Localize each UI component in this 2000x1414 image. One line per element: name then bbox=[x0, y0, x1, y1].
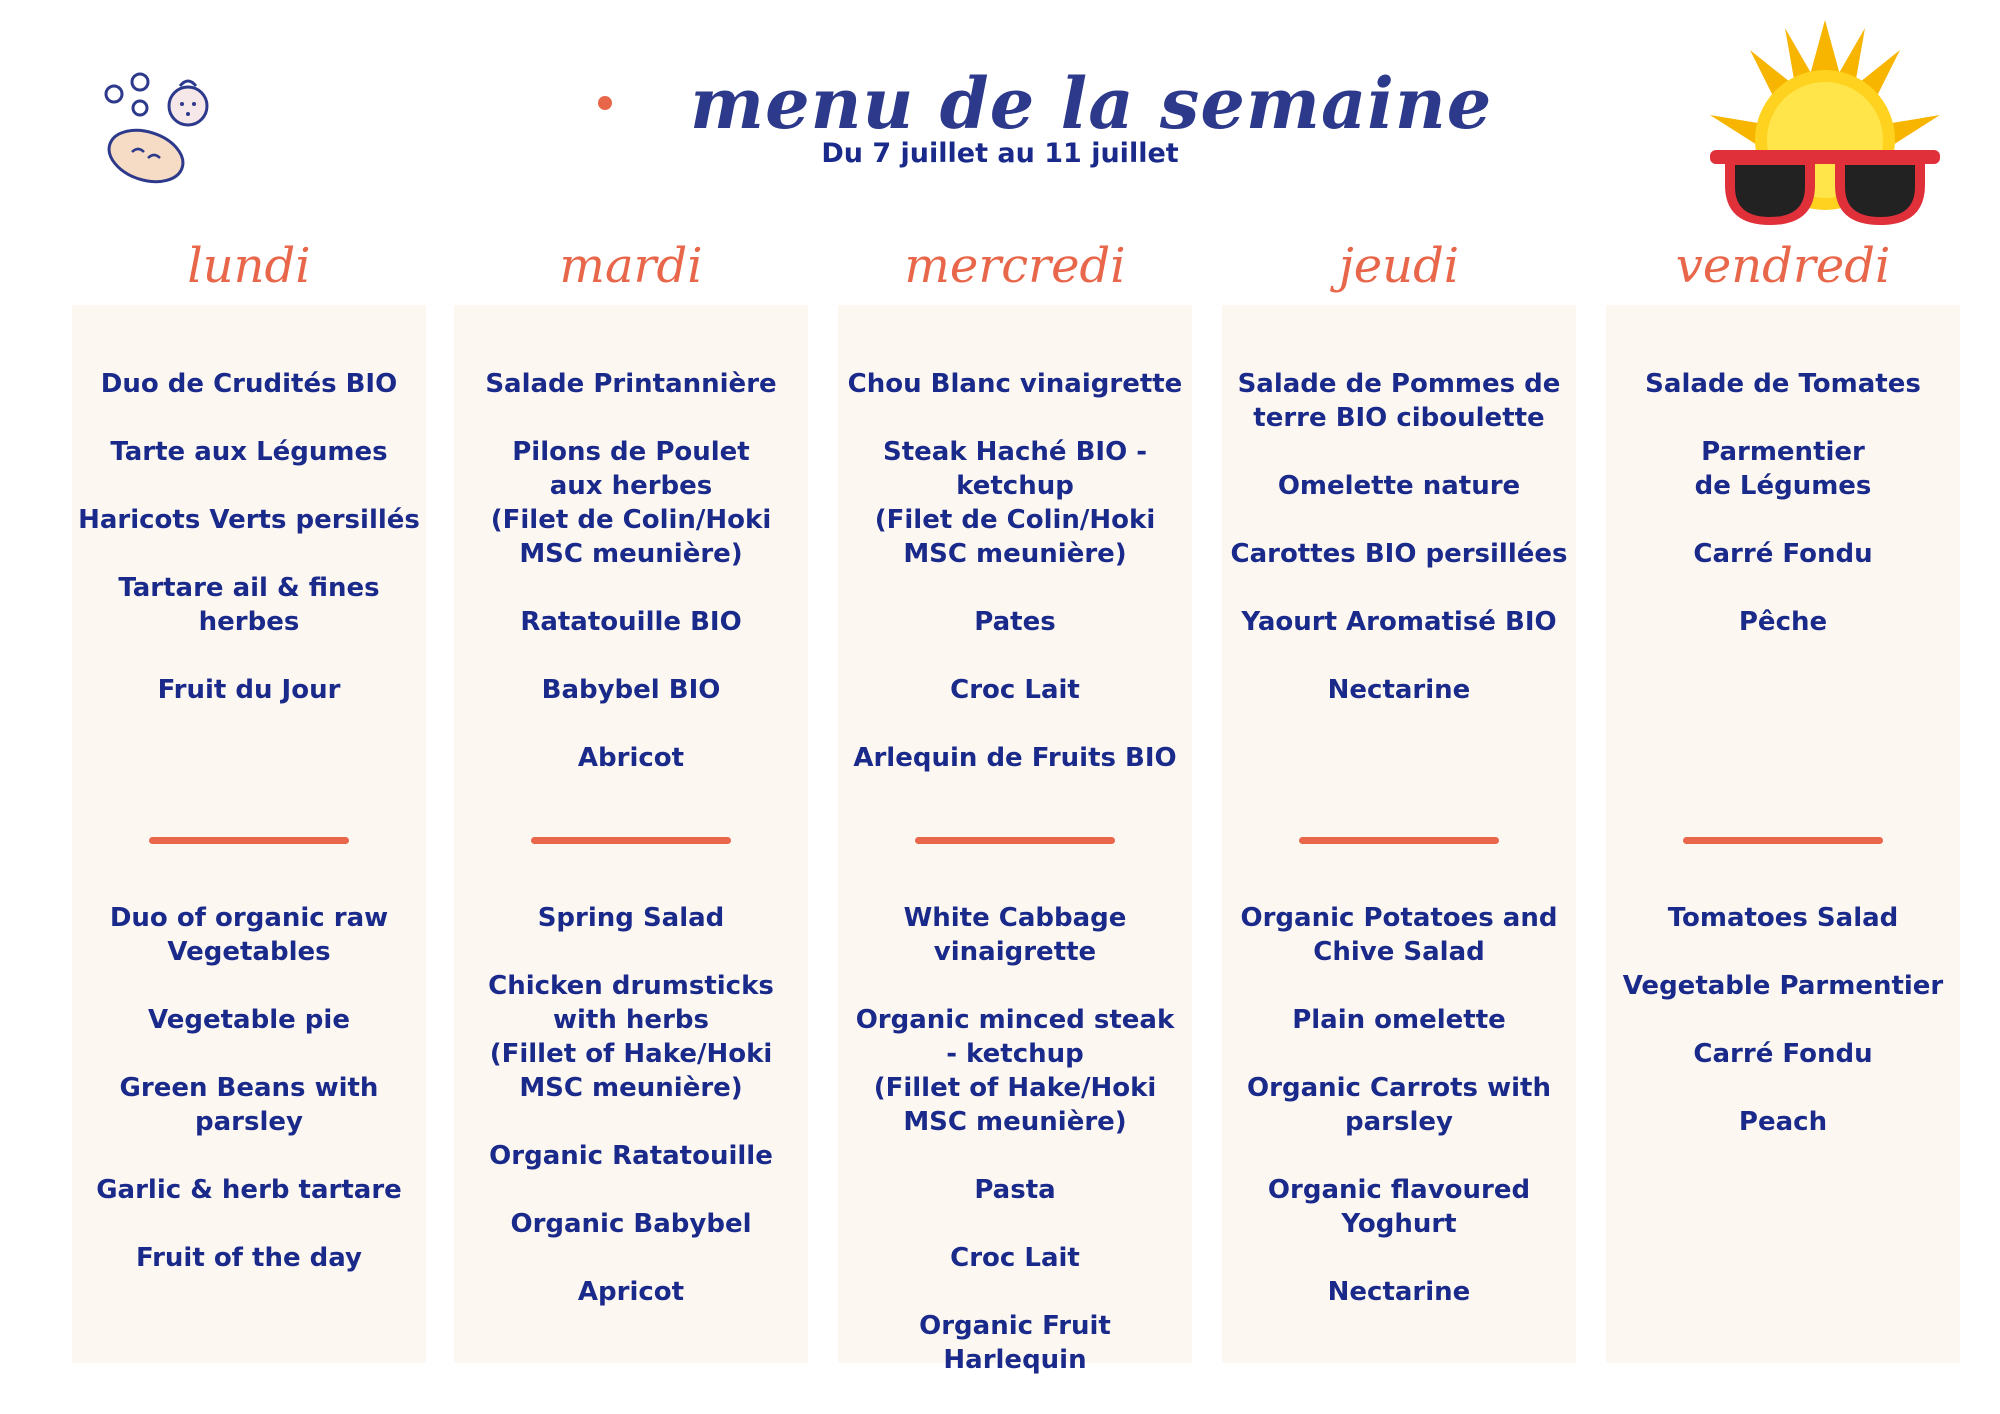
list-item: Nectarine bbox=[1327, 675, 1471, 705]
decorative-dot bbox=[598, 96, 612, 110]
day-heading-lundi: lundi bbox=[187, 238, 311, 294]
list-item: Organic Carrots with parsley bbox=[1247, 1073, 1551, 1137]
menu-list-french bbox=[1606, 367, 1960, 673]
list-item: Abricot bbox=[577, 743, 685, 773]
list-item: Omelette nature bbox=[1277, 471, 1521, 501]
list-item: Babybel BIO bbox=[541, 675, 721, 705]
section-divider bbox=[1299, 837, 1499, 844]
day-column-lundi bbox=[72, 305, 426, 1363]
list-item: Duo de Crudités BIO bbox=[100, 369, 398, 399]
list-item: Arlequin de Fruits BIO bbox=[853, 743, 1177, 773]
list-item: Croc Lait bbox=[950, 675, 1080, 705]
list-item: Ratatouille BIO bbox=[520, 607, 742, 637]
section-divider bbox=[531, 837, 731, 844]
day-heading-mardi: mardi bbox=[559, 238, 703, 294]
list-item: Fruit du Jour bbox=[157, 675, 341, 705]
list-item: Organic flavoured Yoghurt bbox=[1267, 1175, 1531, 1239]
bread-and-fruit-doodle-icon bbox=[100, 60, 230, 190]
list-item: Pêche bbox=[1738, 607, 1828, 637]
list-item: Apricot bbox=[577, 1277, 685, 1307]
list-item: Steak Haché BIO - ketchup (Filet de Colin/Hoki MSC meunière) bbox=[874, 437, 1156, 569]
list-item: Nectarine bbox=[1327, 1277, 1471, 1307]
list-item: Croc Lait bbox=[950, 1243, 1080, 1273]
list-item: Carottes BIO persillées bbox=[1230, 539, 1568, 569]
list-item: Garlic & herb tartare bbox=[96, 1175, 402, 1205]
list-item: Green Beans with parsley bbox=[119, 1073, 379, 1137]
list-item: White Cabbage vinaigrette bbox=[903, 903, 1127, 967]
list-item: Spring Salad bbox=[537, 903, 725, 933]
day-heading-vendredi: vendredi bbox=[1675, 238, 1891, 294]
page-title: menu de la semaine bbox=[690, 62, 1493, 145]
list-item: Salade de Tomates bbox=[1645, 369, 1921, 399]
menu-list-french bbox=[838, 367, 1192, 809]
menu-list-english bbox=[1222, 901, 1576, 1343]
day-column-jeudi bbox=[1222, 305, 1576, 1363]
list-item: Tomatoes Salad bbox=[1667, 903, 1899, 933]
menu-list-french bbox=[454, 367, 808, 809]
list-item: Peach bbox=[1738, 1107, 1828, 1137]
sun-with-sunglasses-icon bbox=[1690, 20, 1960, 250]
list-item: Pasta bbox=[974, 1175, 1056, 1205]
list-item: Yaourt Aromatisé BIO bbox=[1241, 607, 1557, 637]
day-column-mardi bbox=[454, 305, 808, 1363]
day-column-vendredi bbox=[1606, 305, 1960, 1363]
section-divider bbox=[915, 837, 1115, 844]
page-header bbox=[0, 0, 2000, 200]
list-item: Haricots Verts persillés bbox=[78, 505, 420, 535]
list-item: Fruit of the day bbox=[136, 1243, 362, 1273]
list-item: Organic minced steak - ketchup (Fillet of Hake/Hoki MSC meunière) bbox=[855, 1005, 1175, 1137]
list-item: Tartare ail & fines herbes bbox=[118, 573, 380, 637]
menu-list-french bbox=[1222, 367, 1576, 741]
list-item: Pilons de Poulet aux herbes (Filet de Colin/Hoki MSC meunière) bbox=[490, 437, 772, 569]
list-item: Plain omelette bbox=[1292, 1005, 1506, 1035]
list-item: Chou Blanc vinaigrette bbox=[847, 369, 1183, 399]
list-item: Organic Potatoes and Chive Salad bbox=[1240, 903, 1558, 967]
menu-list-english bbox=[72, 901, 426, 1309]
list-item: Tarte aux Légumes bbox=[110, 437, 388, 467]
menu-list-french bbox=[72, 367, 426, 741]
day-heading-mercredi: mercredi bbox=[904, 238, 1126, 294]
page-subtitle: Du 7 juillet au 11 juillet bbox=[821, 138, 1179, 169]
list-item: Organic Ratatouille bbox=[489, 1141, 773, 1171]
list-item: Parmentier de Légumes bbox=[1694, 437, 1872, 501]
list-item: Organic Babybel bbox=[510, 1209, 752, 1239]
list-item: Carré Fondu bbox=[1693, 1039, 1873, 1069]
list-item: Vegetable pie bbox=[148, 1005, 350, 1035]
day-heading-jeudi: jeudi bbox=[1338, 238, 1460, 294]
list-item: Salade Printannière bbox=[485, 369, 777, 399]
list-item: Vegetable Parmentier bbox=[1622, 971, 1944, 1001]
section-divider bbox=[1683, 837, 1883, 844]
list-item: Organic Fruit Harlequin bbox=[919, 1311, 1111, 1375]
list-item: Salade de Pommes de terre BIO ciboulette bbox=[1237, 369, 1561, 433]
list-item: Carré Fondu bbox=[1693, 539, 1873, 569]
menu-list-english bbox=[1606, 901, 1960, 1173]
section-divider bbox=[149, 837, 349, 844]
list-item: Chicken drumsticks with herbs (Fillet of Hake/Hoki MSC meunière) bbox=[488, 971, 774, 1103]
day-column-mercredi bbox=[838, 305, 1192, 1375]
list-item: Duo of organic raw Vegetables bbox=[109, 903, 389, 967]
menu-list-english bbox=[838, 901, 1192, 1411]
list-item: Pates bbox=[974, 607, 1056, 637]
menu-list-english bbox=[454, 901, 808, 1343]
